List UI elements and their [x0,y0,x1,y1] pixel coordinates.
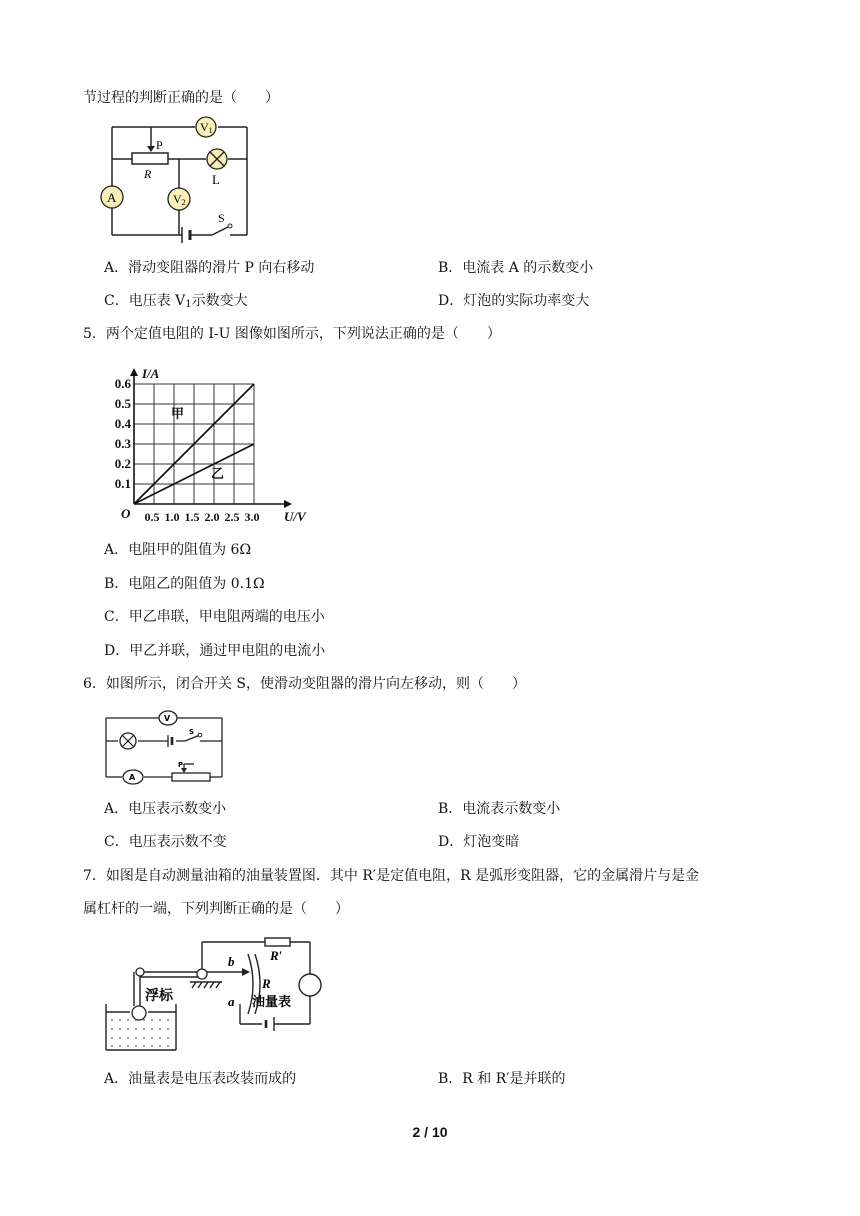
q4-option-c-pre: C．电压表 V [104,293,186,309]
q7-stem-line2: 属杠杆的一端，下列判断正确的是（ ） [83,901,349,917]
v1-label: V [200,120,209,134]
q4-option-a: A．滑动变阻器的滑片 P 向右移动 [104,260,315,276]
q4-option-c-post: 示数变大 [191,293,248,309]
page-number: 2 / 10 [412,1124,448,1140]
end-a-label: a [228,994,235,1009]
slider-p-label: P [178,761,184,769]
float-label: 浮标 [145,989,173,1004]
oil-gauge-label: 油量表 [252,994,292,1009]
q4-option-c [104,291,248,311]
y-tick-label: 0.3 [114,436,131,451]
series-label-jia: 甲 [171,406,185,421]
x-tick-label: 2.0 [204,510,220,524]
q7-option-a: A．油量表是电压表改装而成的 [104,1071,297,1087]
q4-option-d: D．灯泡的实际功率变大 [438,293,590,309]
q6-option-d: D．灯泡变暗 [438,834,520,850]
q6-option-a: A．电压表示数变小 [104,801,227,817]
q5-option-b: B．电阻乙的阻值为 0.1Ω [104,576,265,592]
q5-iu-chart [100,362,310,530]
q5-option-c: C．甲乙串联，甲电阻两端的电压小 [104,609,325,625]
x-tick-label: 1.0 [164,510,180,524]
q7-option-b: B．R 和 R′是并联的 [438,1071,566,1087]
voltmeter-v-label: V [164,714,171,723]
switch-s-label: S [189,728,195,736]
q5-option-d: D．甲乙并联，通过甲电阻的电流小 [104,643,326,659]
q6-option-b: B．电流表示数变小 [438,801,561,817]
rheostat-r-label: R [144,167,152,181]
q7-oil-gauge-figure [100,934,325,1059]
ammeter-label: A [107,190,117,205]
end-b-label: b [228,954,235,969]
y-tick-label: 0.2 [114,456,131,471]
x-tick-label: 2.5 [224,510,240,524]
slider-p-label: P [156,138,163,152]
y-tick-label: 0.6 [114,376,131,391]
y-tick-label: 0.4 [114,416,131,431]
q6-circuit-figure [100,708,230,788]
v2-label: V [173,192,182,206]
arc-resistor-r-label: R [262,976,271,991]
v2-sub: 2 [181,198,186,207]
q4-option-b: B．电流表 A 的示数变小 [438,260,594,276]
q6-stem: 6．如图所示，闭合开关 S，使滑动变阻器的滑片向左移动，则（ ） [83,676,526,692]
y-axis-arrow [130,368,138,376]
lamp-l-label: L [212,172,220,187]
q4-stem-tail: 节过程的判断正确的是（ ） [83,90,279,106]
x-tick-label: 0.5 [144,510,160,524]
q7-stem-line1: 7．如图是自动测量油箱的油量装置图．其中 R′是定值电阻，R 是弧形变阻器，它的金属滑片与是金 [83,868,700,884]
y-tick-label: 0.1 [114,476,131,491]
x-tick-label: 1.5 [184,510,200,524]
fixed-resistor-r-prime-label: R′ [270,948,283,963]
x-tick-label: 3.0 [244,510,260,524]
origin-label: O [121,506,131,521]
switch-s-label: S [218,211,225,225]
q5-option-a: A．电阻甲的阻值为 6Ω [104,542,252,558]
x-axis-arrow [284,500,292,508]
q5-stem: 5．两个定值电阻的 I-U 图像如图所示，下列说法正确的是（ ） [83,326,501,342]
y-axis-label: I/A [142,366,160,381]
v1-sub: 1 [208,126,213,135]
ammeter-a-label: A [129,773,136,782]
q4-circuit-figure [100,114,260,246]
x-axis-label: U/V [284,509,306,524]
q4-option-c-sub: 1 [185,299,192,310]
y-tick-label: 0.5 [114,396,131,411]
q6-option-c: C．电压表示数不变 [104,834,227,850]
series-label-yi: 乙 [211,466,225,481]
